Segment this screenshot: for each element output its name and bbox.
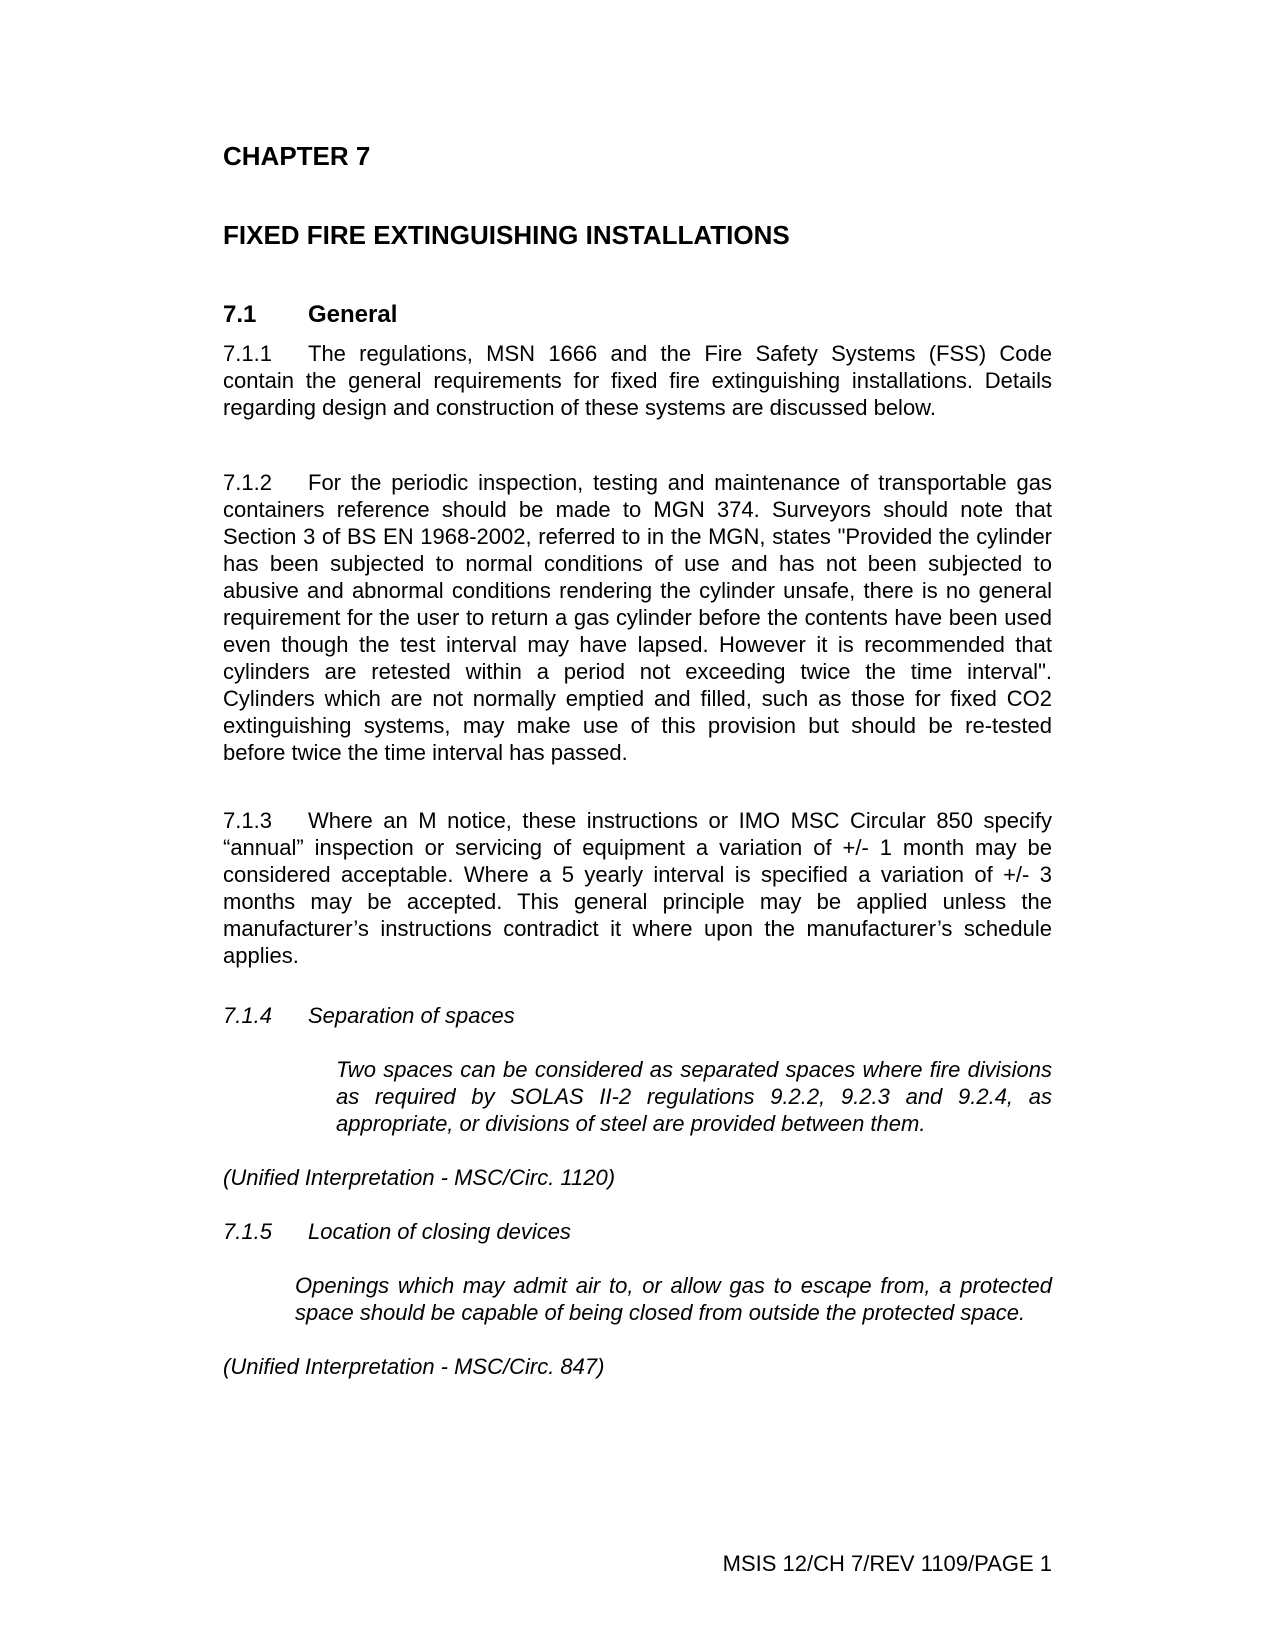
paragraph-7-1-1	[223, 340, 1052, 421]
subheading-number: 7.1.5	[223, 1219, 272, 1244]
paragraph-number: 7.1.3	[223, 808, 272, 833]
paragraph-number: 7.1.2	[223, 470, 272, 495]
interpretation-text-7-1-4: Two spaces can be considered as separated spaces where fire divisions as required by SOLAS II-2 regulations 9.2.2, 9.2.3 and 9.2.4, as appropriate, or divisions of steel are provided between them.	[336, 1057, 1052, 1136]
subheading-7-1-5	[223, 1218, 571, 1245]
paragraph-text: For the periodic inspection, testing and maintenance of transportable gas containers reference should be made to MGN 374. Surveyors should note that Section 3 of BS EN 1968-2002, referred to in the MGN, states "Provided the cylinder has been subjected to normal conditions of use and has not been subjected to abusive and abnormal conditions rendering the cylinder unsafe, there is no general requirement for the user to return a gas cylinder before the contents have been used even though the test interval may have lapsed. However it is recommended that cylinders are retested within a period not exceeding twice the time interval". Cylinders which are not normally emptied and filled, such as those for fixed CO2 extinguishing systems, may make use of this provision but should be re-tested before twice the time interval has passed.	[223, 470, 1052, 765]
section-heading	[223, 301, 397, 329]
paragraph-number: 7.1.1	[223, 341, 272, 366]
chapter-label: CHAPTER 7	[223, 141, 371, 171]
subheading-title: Location of closing devices	[308, 1219, 571, 1244]
citation-7-1-5: (Unified Interpretation - MSC/Circ. 847)	[223, 1354, 605, 1379]
paragraph-text: Where an M notice, these instructions or IMO MSC Circular 850 specify “annual” inspection or servicing of equipment a variation of +/- 1 month may be considered acceptable. Where a 5 yearly interval is specified a variation of +/- 3 months may be accepted. This general principle may be applied unless the manufacturer’s instructions contradict it where upon the manufacturer’s schedule applies.	[223, 808, 1052, 968]
subheading-number: 7.1.4	[223, 1003, 272, 1028]
page-footer: MSIS 12/CH 7/REV 1109/PAGE 1	[722, 1551, 1052, 1576]
citation-7-1-4: (Unified Interpretation - MSC/Circ. 1120)	[223, 1165, 616, 1190]
section-number: 7.1	[223, 301, 257, 328]
document-title: FIXED FIRE EXTINGUISHING INSTALLATIONS	[223, 220, 790, 250]
paragraph-7-1-2	[223, 469, 1052, 766]
section-title: General	[308, 301, 398, 328]
paragraph-text: The regulations, MSN 1666 and the Fire Safety Systems (FSS) Code contain the general requirements for fixed fire extinguishing installations. Details regarding design and construction of these systems are discussed below.	[223, 341, 1052, 420]
paragraph-7-1-3	[223, 807, 1052, 969]
subheading-title: Separation of spaces	[308, 1003, 515, 1028]
interpretation-text-7-1-5: Openings which may admit air to, or allow gas to escape from, a protected space should be capable of being closed from outside the protected space.	[295, 1273, 1052, 1325]
subheading-7-1-4	[223, 1002, 515, 1029]
